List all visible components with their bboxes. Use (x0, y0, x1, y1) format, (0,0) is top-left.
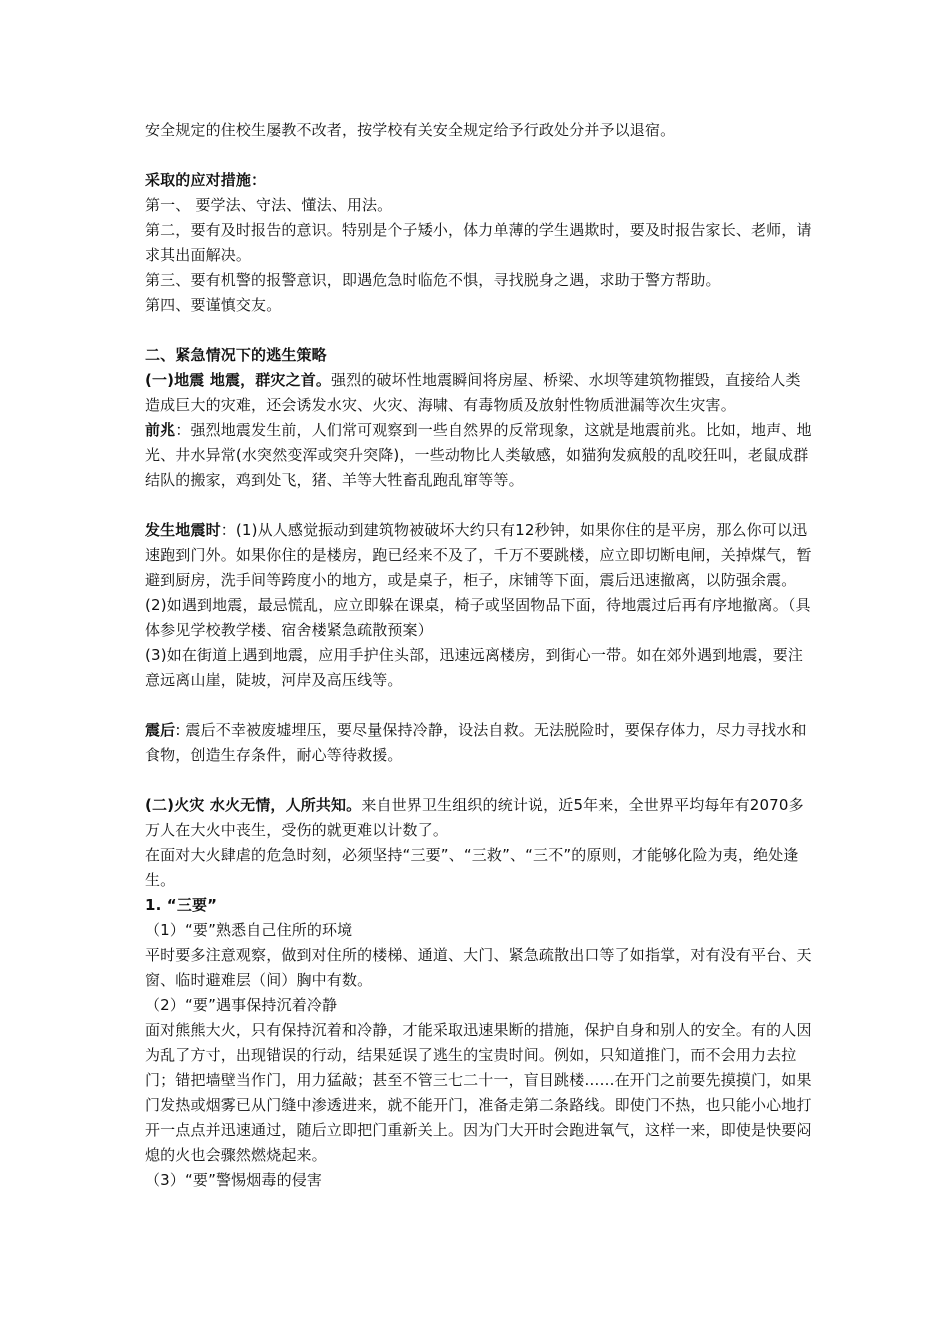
fire-intro (145, 793, 813, 843)
during-label: 发生地震时 (145, 521, 221, 539)
fire-lead: (二)火灾 水火无情，人所共知。 (145, 796, 362, 814)
must2-text: 面对熊熊大火，只有保持沉着和冷静，才能采取迅速果断的措施，保护自身和别人的安全。有的人因为乱了方寸，出现错误的行动，结果延误了逃生的宝贵时间。例如，只知道推门，而不会用力去拉门；错把墙壁当作门，用力猛敲；甚至不管三七二十一，盲目跳楼……在开门之前要先摸摸门，如果门发热或烟雾已从门缝中渗透进来，就不能开门，准备走第二条路线。即使门不热，也只能小心地打开一点点并迅速通过，随后立即把门重新关上。因为门大开时会跑进氧气，这样一来，即使是快要闷熄的火也会骤然燃烧起来。 (145, 1021, 812, 1164)
earthquake-intro (145, 368, 813, 418)
during-text-1: ：(1)从人感觉振动到建筑物被破坏大约只有12秒钟，如果你住的是平房，那么你可以迅速跑到门外。如果你住的是楼房，跑已经来不及了，千万不要跳楼，应立即切断电闸，关掉煤气，暂避到厨房，洗手间等跨度小的地方，或是桌子，柜子，床铺等下面，震后迅速撤离，以防强余震。 (145, 521, 812, 589)
spacer (145, 693, 813, 718)
measure-item-1: 第一、 要学法、守法、懂法、用法。 (145, 196, 393, 214)
spacer (145, 318, 813, 343)
earthquake-after (145, 718, 813, 768)
section2-heading: 二、紧急情况下的逃生策略 (145, 346, 327, 364)
must2-title: （2）“要”遇事保持沉着冷静 (145, 996, 338, 1014)
measure-item-3: 第三、要有机警的报警意识，即遇危急时临危不惧，寻找脱身之遇，求助于警方帮助。 (145, 271, 721, 289)
omen-label: 前兆 (145, 421, 176, 439)
after-text: : 震后不幸被废墟埋压，要尽量保持冷静，设法自救。无法脱险时，要保存体力，尽力寻找水和食物，创造生存条件，耐心等待救援。 (145, 721, 807, 764)
earthquake-during-2: (2)如遇到地震，最忌慌乱，应立即躲在课桌，椅子或坚固物品下面，待地震过后再有序地撤离。（具体参见学校教学楼、宿舍楼紧急疏散预案） (145, 596, 811, 639)
omen-text: ：强烈地震发生前，人们常可观察到一些自然界的反常现象，这就是地震前兆。比如，地声、地光、井水异常(水突然变浑或突升突降)，一些动物比人类敏感，如猫狗发疯般的乱咬狂叫，老鼠成群结队的搬家，鸡到处飞，猪、羊等大牲畜乱跑乱窜等等。 (145, 421, 812, 489)
earthquake-text: 强烈的破坏性地震瞬间将房屋、桥梁、水坝等建筑物摧毁，直接给人类造成巨大的灾难，还会诱发水灾、火灾、海啸、有毒物质及放射性物质泄漏等次生灾害。 (145, 371, 801, 414)
spacer (145, 493, 813, 518)
must1-text: 平时要多注意观察，做到对住所的楼梯、通道、大门、紧急疏散出口等了如指掌，对有没有平台、天窗、临时避难层（间）胸中有数。 (145, 946, 812, 989)
document-body (145, 118, 813, 1193)
earthquake-during-1 (145, 518, 813, 593)
earthquake-during-3: (3)如在街道上遇到地震，应用手护住头部，迅速远离楼房，到街心一带。如在郊外遇到地震，要注意远离山崖，陡坡，河岸及高压线等。 (145, 646, 804, 689)
spacer (145, 143, 813, 168)
must3-title: （3）“要”警惕烟毒的侵害 (145, 1171, 323, 1189)
spacer (145, 768, 813, 793)
measures-heading: 采取的应对措施： (145, 171, 267, 189)
earthquake-omen (145, 418, 813, 493)
intro-paragraph: 安全规定的住校生屡教不改者，按学校有关安全规定给予行政处分并予以退宿。 (145, 121, 676, 139)
after-label: 震后 (145, 721, 176, 739)
measure-item-4: 第四、要谨慎交友。 (145, 296, 282, 314)
fire-principle: 在面对大火肆虐的危急时刻，必须坚持“三要”、“三救”、“三不”的原则，才能够化险为夷，绝处逢生。 (145, 846, 799, 889)
earthquake-lead: (一)地震 地震，群灾之首。 (145, 371, 332, 389)
must1-title: （1）“要”熟悉自己住所的环境 (145, 921, 353, 939)
measure-item-2: 第二，要有及时报告的意识。特别是个子矮小，体力单薄的学生遇欺时，要及时报告家长、老师，请求其出面解决。 (145, 221, 812, 264)
three-musts-heading: 1. “三要” (145, 896, 218, 914)
fire-text: 来自世界卫生组织的统计说，近5年来，全世界平均每年有2070多万人在大火中丧生，受伤的就更难以计数了。 (145, 796, 804, 839)
